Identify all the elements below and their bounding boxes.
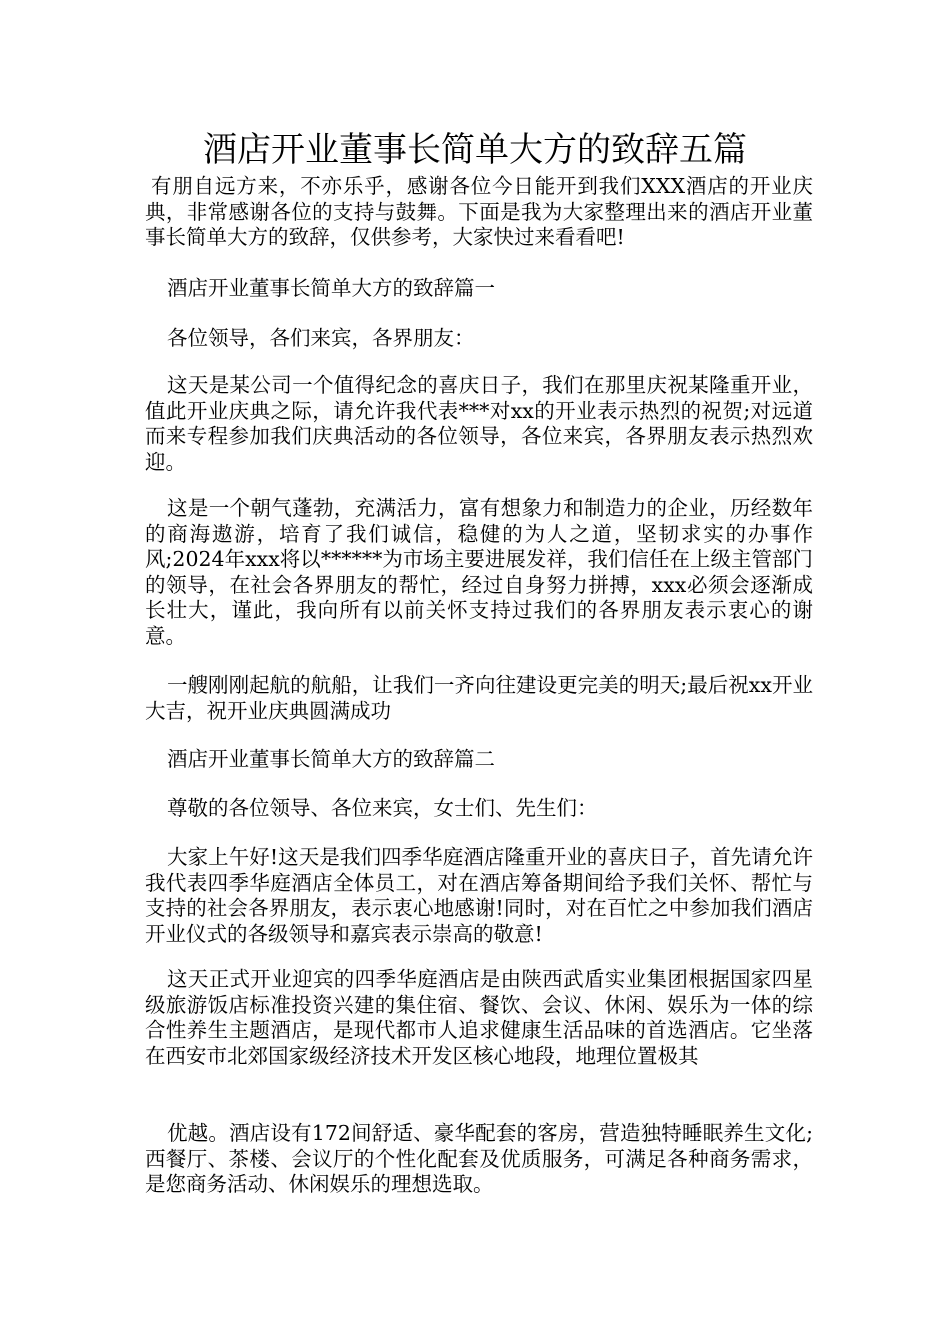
paragraph: 大家上午好!这天是我们四季华庭酒店隆重开业的喜庆日子，首先请允许我代表四季华庭酒店全体员工，对在酒店筹备期间给予我们关怀、帮忙与支持的社会各界朋友，表示衷心地感谢!同时，对在百忙之中参加我们酒店开业仪式的各级领导和嘉宾表示崇高的敬意! <box>145 845 813 946</box>
paragraph: 这天是某公司一个值得纪念的喜庆日子，我们在那里庆祝某隆重开业，值此开业庆典之际，请允许我代表***对xx的开业表示热烈的祝贺;对远道而来专程参加我们庆典活动的各位领导，各位来宾，各界朋友表示热烈欢迎。 <box>145 373 813 474</box>
salutation-one: 各位领导，各们来宾，各界朋友： <box>167 326 475 350</box>
paragraph: 优越。酒店设有172间舒适、豪华配套的客房，营造独特睡眠养生文化;西餐厅、茶楼、会议厅的个性化配套及优质服务，可满足各种商务需求，是您商务活动、休闲娱乐的理想选取。 <box>145 1121 813 1196</box>
document-title: 酒店开业董事长简单大方的致辞五篇 <box>203 130 747 170</box>
paragraph: 这是一个朝气蓬勃，充满活力，富有想象力和制造力的企业，历经数年的商海遨游，培育了我们诚信，稳健的为人之道，坚韧求实的办事作风;2024年xxx将以******为市场主要进展发祥，我们信任在上级主管部门的领导，在社会各界朋友的帮忙，经过自身努力拼搏，xxx必须会逐渐成长壮大，谨此，我向所有以前关怀支持过我们的各界朋友表示衷心的谢意。 <box>145 496 813 648</box>
intro-paragraph: 有朋自远方来，不亦乐乎，感谢各位今日能开到我们XXX酒店的开业庆典，非常感谢各位的支持与鼓舞。下面是我为大家整理出来的酒店开业董事长简单大方的致辞，仅供参考，大家快过来看看吧! <box>145 174 813 249</box>
paragraph: 一艘刚刚起航的航船，让我们一齐向往建设更完美的明天;最后祝xx开业大吉，祝开业庆典圆满成功 <box>145 673 813 723</box>
section-heading-two: 酒店开业董事长简单大方的致辞篇二 <box>167 747 495 771</box>
section-heading-one: 酒店开业董事长简单大方的致辞篇一 <box>167 276 495 300</box>
salutation-two: 尊敬的各位领导、各位来宾，女士们、先生们： <box>167 796 598 820</box>
paragraph: 这天正式开业迎宾的四季华庭酒店是由陕西武盾实业集团根据国家四星级旅游饭店标准投资兴建的集住宿、餐饮、会议、休闲、娱乐为一体的综合性养生主题酒店，是现代都市人追求健康生活品味的首选酒店。它坐落在西安市北郊国家级经济技术开发区核心地段，地理位置极其 <box>145 967 813 1068</box>
